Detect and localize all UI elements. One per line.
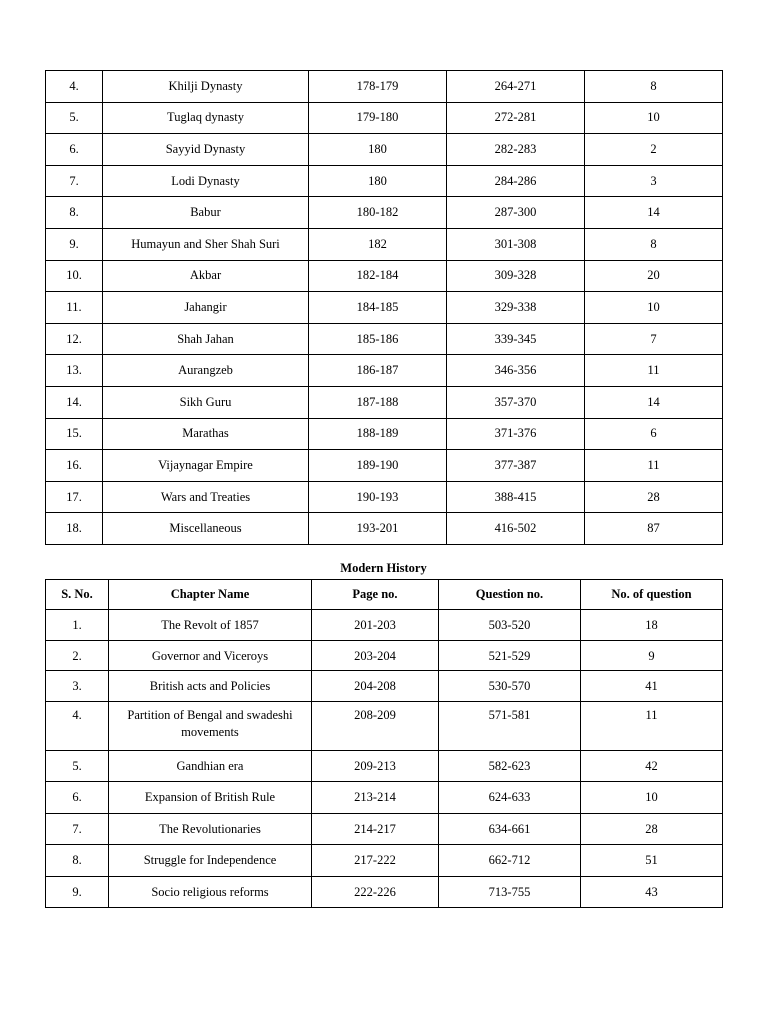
table-header-row bbox=[46, 580, 723, 610]
cell-chapter-name: Lodi Dynasty bbox=[103, 165, 309, 197]
cell-page-no: 213-214 bbox=[312, 782, 439, 814]
table-row bbox=[46, 640, 723, 671]
table-row bbox=[46, 102, 723, 134]
header-page-no: Page no. bbox=[312, 580, 439, 610]
cell-page-no: 180-182 bbox=[309, 197, 447, 229]
table-row bbox=[46, 165, 723, 197]
cell-no-of-question: 41 bbox=[581, 671, 723, 702]
cell-question-no: 272-281 bbox=[447, 102, 585, 134]
cell-sno: 7. bbox=[46, 813, 109, 845]
cell-page-no: 214-217 bbox=[312, 813, 439, 845]
cell-chapter-name: Partition of Bengal and swadeshi movements bbox=[109, 701, 312, 750]
cell-page-no: 184-185 bbox=[309, 292, 447, 324]
cell-page-no: 222-226 bbox=[312, 876, 439, 908]
table-row bbox=[46, 323, 723, 355]
cell-no-of-question: 7 bbox=[585, 323, 723, 355]
table-row bbox=[46, 260, 723, 292]
cell-question-no: 346-356 bbox=[447, 355, 585, 387]
cell-page-no: 193-201 bbox=[309, 513, 447, 545]
cell-question-no: 503-520 bbox=[439, 610, 581, 641]
cell-question-no: 388-415 bbox=[447, 481, 585, 513]
cell-question-no: 329-338 bbox=[447, 292, 585, 324]
cell-chapter-name: Sayyid Dynasty bbox=[103, 134, 309, 166]
cell-question-no: 521-529 bbox=[439, 640, 581, 671]
cell-chapter-name: Gandhian era bbox=[109, 750, 312, 782]
cell-page-no: 217-222 bbox=[312, 845, 439, 877]
header-sno: S. No. bbox=[46, 580, 109, 610]
cell-no-of-question: 11 bbox=[585, 355, 723, 387]
table-row bbox=[46, 701, 723, 750]
table-row bbox=[46, 71, 723, 103]
cell-question-no: 634-661 bbox=[439, 813, 581, 845]
cell-page-no: 204-208 bbox=[312, 671, 439, 702]
cell-no-of-question: 28 bbox=[585, 481, 723, 513]
table-row bbox=[46, 197, 723, 229]
cell-question-no: 571-581 bbox=[439, 701, 581, 750]
table-row bbox=[46, 228, 723, 260]
cell-no-of-question: 10 bbox=[585, 102, 723, 134]
table-row bbox=[46, 418, 723, 450]
cell-chapter-name: Governor and Viceroys bbox=[109, 640, 312, 671]
cell-question-no: 282-283 bbox=[447, 134, 585, 166]
cell-chapter-name: Akbar bbox=[103, 260, 309, 292]
cell-chapter-name: Marathas bbox=[103, 418, 309, 450]
medieval-history-table bbox=[45, 70, 723, 545]
cell-page-no: 187-188 bbox=[309, 386, 447, 418]
cell-chapter-name: Struggle for Independence bbox=[109, 845, 312, 877]
cell-chapter-name: Humayun and Sher Shah Suri bbox=[103, 228, 309, 260]
cell-sno: 4. bbox=[46, 701, 109, 750]
cell-sno: 8. bbox=[46, 197, 103, 229]
cell-page-no: 178-179 bbox=[309, 71, 447, 103]
header-question-no: Question no. bbox=[439, 580, 581, 610]
cell-sno: 3. bbox=[46, 671, 109, 702]
cell-no-of-question: 8 bbox=[585, 228, 723, 260]
cell-sno: 9. bbox=[46, 228, 103, 260]
cell-no-of-question: 10 bbox=[585, 292, 723, 324]
cell-sno: 15. bbox=[46, 418, 103, 450]
modern-history-table bbox=[45, 579, 723, 908]
cell-chapter-name: The Revolutionaries bbox=[109, 813, 312, 845]
cell-sno: 7. bbox=[46, 165, 103, 197]
cell-no-of-question: 11 bbox=[585, 450, 723, 482]
table-row bbox=[46, 813, 723, 845]
cell-question-no: 624-633 bbox=[439, 782, 581, 814]
cell-page-no: 201-203 bbox=[312, 610, 439, 641]
cell-sno: 13. bbox=[46, 355, 103, 387]
cell-no-of-question: 9 bbox=[581, 640, 723, 671]
cell-page-no: 182-184 bbox=[309, 260, 447, 292]
cell-no-of-question: 18 bbox=[581, 610, 723, 641]
cell-sno: 17. bbox=[46, 481, 103, 513]
cell-no-of-question: 51 bbox=[581, 845, 723, 877]
cell-page-no: 179-180 bbox=[309, 102, 447, 134]
cell-no-of-question: 2 bbox=[585, 134, 723, 166]
section-title: Modern History bbox=[340, 561, 427, 575]
cell-sno: 4. bbox=[46, 71, 103, 103]
cell-sno: 5. bbox=[46, 102, 103, 134]
cell-question-no: 287-300 bbox=[447, 197, 585, 229]
cell-chapter-name: Socio religious reforms bbox=[109, 876, 312, 908]
medieval-history-table-body bbox=[46, 71, 723, 545]
cell-sno: 6. bbox=[46, 134, 103, 166]
table-row bbox=[46, 671, 723, 702]
cell-question-no: 264-271 bbox=[447, 71, 585, 103]
modern-history-table-body bbox=[46, 610, 723, 908]
cell-no-of-question: 43 bbox=[581, 876, 723, 908]
cell-sno: 8. bbox=[46, 845, 109, 877]
cell-no-of-question: 87 bbox=[585, 513, 723, 545]
cell-question-no: 301-308 bbox=[447, 228, 585, 260]
cell-question-no: 713-755 bbox=[439, 876, 581, 908]
cell-no-of-question: 3 bbox=[585, 165, 723, 197]
cell-chapter-name: Babur bbox=[103, 197, 309, 229]
cell-no-of-question: 28 bbox=[581, 813, 723, 845]
cell-page-no: 180 bbox=[309, 165, 447, 197]
table-row bbox=[46, 355, 723, 387]
header-chapter-name: Chapter Name bbox=[109, 580, 312, 610]
cell-page-no: 203-204 bbox=[312, 640, 439, 671]
table-row bbox=[46, 610, 723, 641]
cell-sno: 12. bbox=[46, 323, 103, 355]
cell-no-of-question: 6 bbox=[585, 418, 723, 450]
cell-no-of-question: 14 bbox=[585, 197, 723, 229]
cell-chapter-name: Sikh Guru bbox=[103, 386, 309, 418]
cell-chapter-name: The Revolt of 1857 bbox=[109, 610, 312, 641]
cell-chapter-name: Shah Jahan bbox=[103, 323, 309, 355]
table-row bbox=[46, 386, 723, 418]
cell-no-of-question: 14 bbox=[585, 386, 723, 418]
cell-question-no: 530-570 bbox=[439, 671, 581, 702]
cell-question-no: 377-387 bbox=[447, 450, 585, 482]
cell-chapter-name: Tuglaq dynasty bbox=[103, 102, 309, 134]
cell-chapter-name: Expansion of British Rule bbox=[109, 782, 312, 814]
cell-sno: 9. bbox=[46, 876, 109, 908]
cell-no-of-question: 10 bbox=[581, 782, 723, 814]
cell-page-no: 180 bbox=[309, 134, 447, 166]
cell-page-no: 186-187 bbox=[309, 355, 447, 387]
cell-page-no: 190-193 bbox=[309, 481, 447, 513]
cell-chapter-name: Aurangzeb bbox=[103, 355, 309, 387]
table-row bbox=[46, 845, 723, 877]
cell-question-no: 582-623 bbox=[439, 750, 581, 782]
cell-sno: 6. bbox=[46, 782, 109, 814]
cell-sno: 16. bbox=[46, 450, 103, 482]
table-row bbox=[46, 450, 723, 482]
cell-page-no: 188-189 bbox=[309, 418, 447, 450]
table-row bbox=[46, 292, 723, 324]
cell-chapter-name: British acts and Policies bbox=[109, 671, 312, 702]
cell-sno: 2. bbox=[46, 640, 109, 671]
cell-page-no: 185-186 bbox=[309, 323, 447, 355]
table-row bbox=[46, 481, 723, 513]
cell-sno: 1. bbox=[46, 610, 109, 641]
cell-page-no: 182 bbox=[309, 228, 447, 260]
cell-chapter-name: Wars and Treaties bbox=[103, 481, 309, 513]
table-row bbox=[46, 134, 723, 166]
cell-page-no: 189-190 bbox=[309, 450, 447, 482]
table-row bbox=[46, 750, 723, 782]
cell-question-no: 284-286 bbox=[447, 165, 585, 197]
table-row bbox=[46, 513, 723, 545]
cell-question-no: 339-345 bbox=[447, 323, 585, 355]
cell-no-of-question: 11 bbox=[581, 701, 723, 750]
cell-page-no: 208-209 bbox=[312, 701, 439, 750]
cell-question-no: 416-502 bbox=[447, 513, 585, 545]
cell-no-of-question: 20 bbox=[585, 260, 723, 292]
cell-sno: 5. bbox=[46, 750, 109, 782]
header-no-of-question: No. of question bbox=[581, 580, 723, 610]
cell-sno: 10. bbox=[46, 260, 103, 292]
cell-question-no: 662-712 bbox=[439, 845, 581, 877]
cell-chapter-name: Jahangir bbox=[103, 292, 309, 324]
cell-sno: 11. bbox=[46, 292, 103, 324]
cell-question-no: 309-328 bbox=[447, 260, 585, 292]
table-row bbox=[46, 876, 723, 908]
cell-chapter-name: Vijaynagar Empire bbox=[103, 450, 309, 482]
cell-no-of-question: 8 bbox=[585, 71, 723, 103]
cell-sno: 18. bbox=[46, 513, 103, 545]
table-row bbox=[46, 782, 723, 814]
cell-question-no: 371-376 bbox=[447, 418, 585, 450]
cell-no-of-question: 42 bbox=[581, 750, 723, 782]
cell-sno: 14. bbox=[46, 386, 103, 418]
cell-chapter-name: Miscellaneous bbox=[103, 513, 309, 545]
cell-page-no: 209-213 bbox=[312, 750, 439, 782]
cell-question-no: 357-370 bbox=[447, 386, 585, 418]
cell-chapter-name: Khilji Dynasty bbox=[103, 71, 309, 103]
